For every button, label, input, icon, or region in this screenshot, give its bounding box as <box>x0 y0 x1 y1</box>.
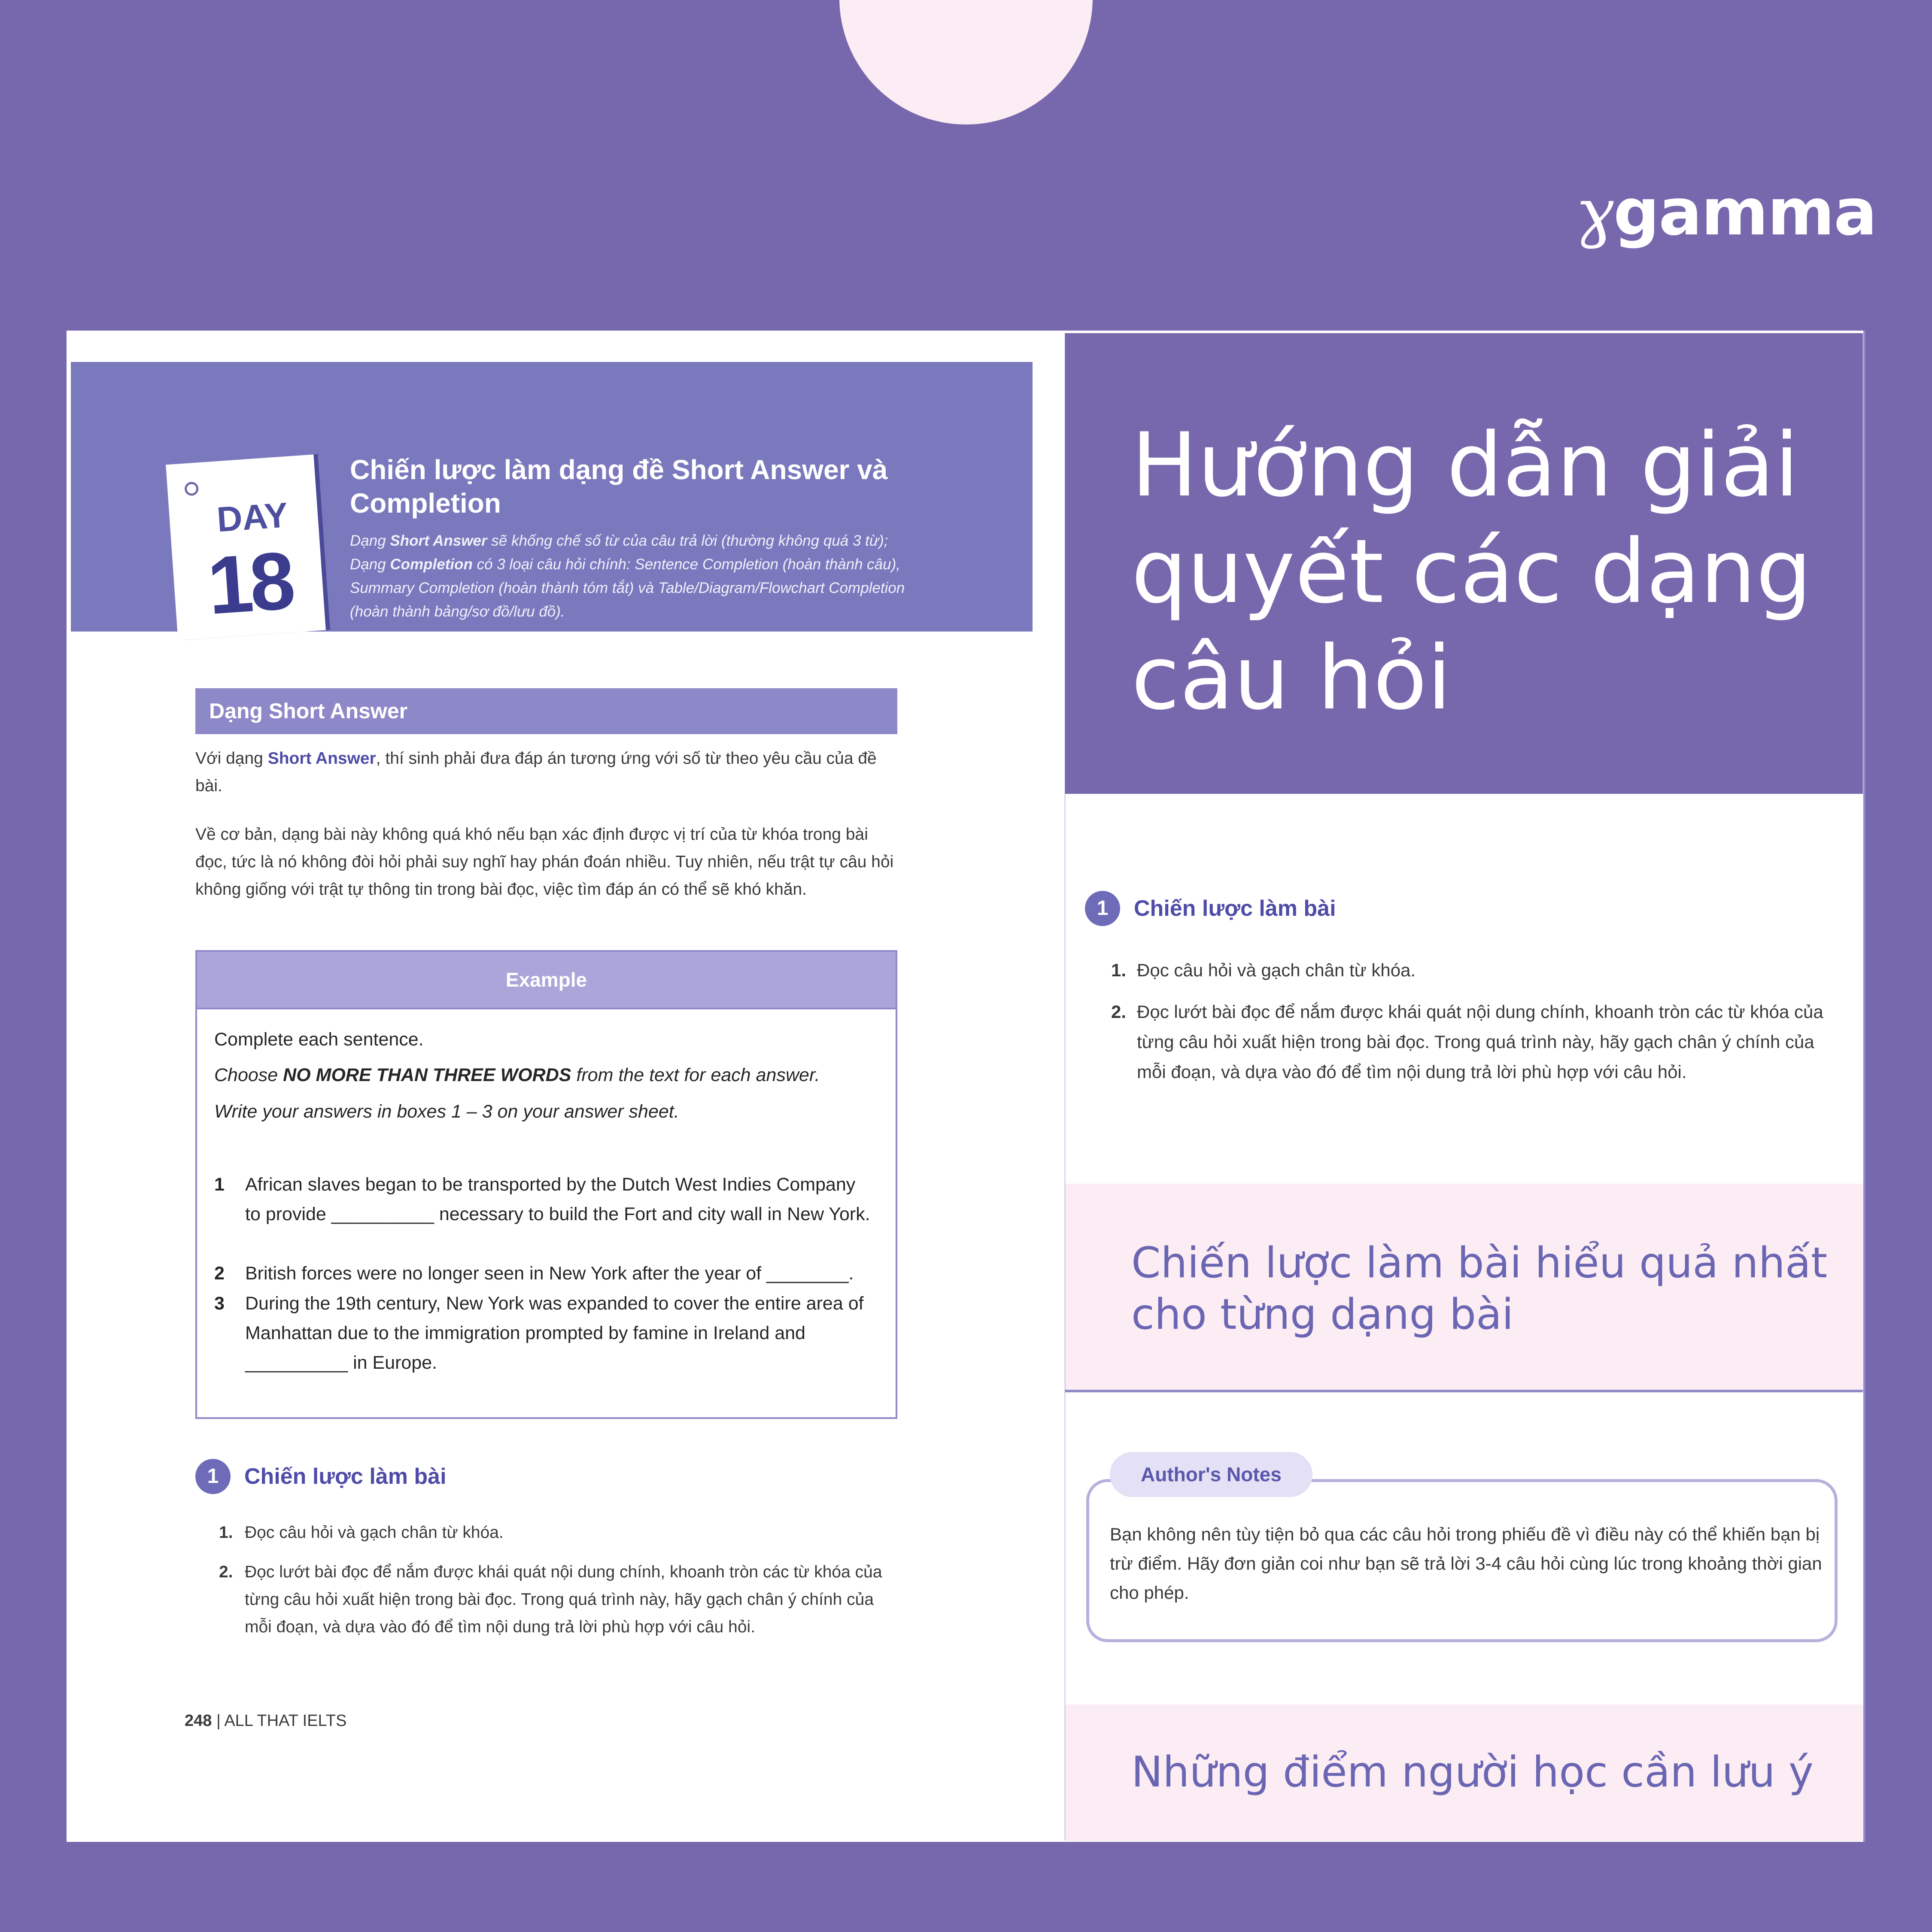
example-instruction-1: Complete each sentence. <box>214 1029 424 1050</box>
strategy-item: 1. Đọc câu hỏi và gạch chân từ khóa. <box>1111 960 1416 980</box>
example-instruction-3: Write your answers in boxes 1 – 3 on your answer sheet. <box>214 1101 679 1122</box>
divider <box>1065 1390 1863 1392</box>
strategy-heading <box>195 1459 447 1494</box>
strategy-item: 2. Đọc lướt bài đọc để nắm được khái quát nội dung chính, khoanh tròn các từ khóa của từng câu hỏi xuất hiện trong bài đọc. Trong quá trình này, hãy gạch chân ý chính của mỗi đoạn, và dựa vào đó để tìm nội dung trả lời phù hợp với câu hỏi. <box>1111 1002 1823 1082</box>
body-paragraph: Về cơ bản, dạng bài này không quá khó nếu bạn xác định được vị trí của từ khóa trong bài đọc, tức là nó không đòi hỏi phải suy nghĩ hay phán đoán nhiều. Tuy nhiên, nếu trật tự câu hỏi không giống với trật tự thông tin trong bài đọc, việc tìm đáp án có thể sẽ khó khăn. <box>195 825 894 899</box>
day-label: DAY <box>216 495 289 540</box>
authors-notes-tag: Author's Notes <box>1110 1452 1312 1497</box>
section-title-bar: Dạng Short Answer <box>195 688 897 734</box>
decorative-circle <box>839 0 1093 125</box>
step-number-badge: 1 <box>195 1459 231 1494</box>
strategy-item: 1. Đọc câu hỏi và gạch chân từ khóa. <box>219 1523 504 1542</box>
strategy-heading-zoom <box>1085 891 1336 926</box>
question-item: 1 African slaves began to be transported by the Dutch West Indies Company to provide __________ necessary to build the Fort and city wall in New York. <box>214 1174 870 1224</box>
page-footer: 248 | ALL THAT IELTS <box>185 1712 347 1730</box>
strategy-title: Chiến lược làm bài <box>1134 896 1336 921</box>
caption-notes: Những điểm người học cần lưu ý <box>1131 1748 1814 1797</box>
chapter-description: Dạng Short Answer sẽ khống chế số từ của câu trả lời (thường không quá 3 từ); Dạng Completion có 3 loại câu hỏi chính: Sentence Completion (hoàn thành câu), Summary Completion (hoàn thành tóm tắt) và Table/Diagram/Flowchart Completion (hoàn thành bảng/sơ đồ/lưu đồ). <box>350 532 905 620</box>
question-item: 2 British forces were no longer seen in New York after the year of ________. <box>214 1263 854 1284</box>
intro-paragraph: Với dạng Short Answer, thí sinh phải đưa đáp án tương ứng với số từ theo yêu cầu của đề bài. <box>195 749 877 795</box>
authors-notes-text: Bạn không nên tùy tiện bỏ qua các câu hỏi trong phiếu đề vì điều này có thể khiến bạn bị trừ điểm. Hãy đơn giản coi như bạn sẽ trả lời 3-4 câu hỏi cùng lúc trong khoảng thời gian cho phép. <box>1110 1524 1822 1603</box>
ring-hole-icon <box>184 481 199 496</box>
step-number-badge: 1 <box>1085 891 1120 926</box>
example-instruction-2: Choose NO MORE THAN THREE WORDS from the text for each answer. <box>214 1065 820 1085</box>
strategy-title: Chiến lược làm bài <box>244 1464 447 1489</box>
day-card <box>166 454 326 640</box>
example-heading: Example <box>197 952 896 1009</box>
gamma-logo: ɣgamma <box>1576 175 1877 250</box>
strategy-item: 2. Đọc lướt bài đọc để nắm được khái quát nội dung chính, khoanh tròn các từ khóa của từng câu hỏi xuất hiện trong bài đọc. Trong quá trình này, hãy gạch chân ý chính của mỗi đoạn, và dựa vào đó để tìm nội dung trả lời phù hợp với câu hỏi. <box>219 1563 882 1636</box>
question-item: 3 During the 19th century, New York was expanded to cover the entire area of Manhattan due to the immigration prompted by famine in Ireland and __________ in Europe. <box>214 1293 864 1373</box>
caption-strategy: Chiến lược làm bài hiểu quả nhất cho từng dạng bài <box>1131 1239 1828 1339</box>
gamma-logo-mark-icon: ɣ <box>1576 175 1613 250</box>
chapter-title: Chiến lược làm dạng đề Short Answer và Completion <box>350 454 888 519</box>
day-number: 18 <box>204 535 295 632</box>
hero-title: Hướng dẫn giải quyết các dạng câu hỏi <box>1131 414 1812 729</box>
example-box <box>195 950 897 1419</box>
